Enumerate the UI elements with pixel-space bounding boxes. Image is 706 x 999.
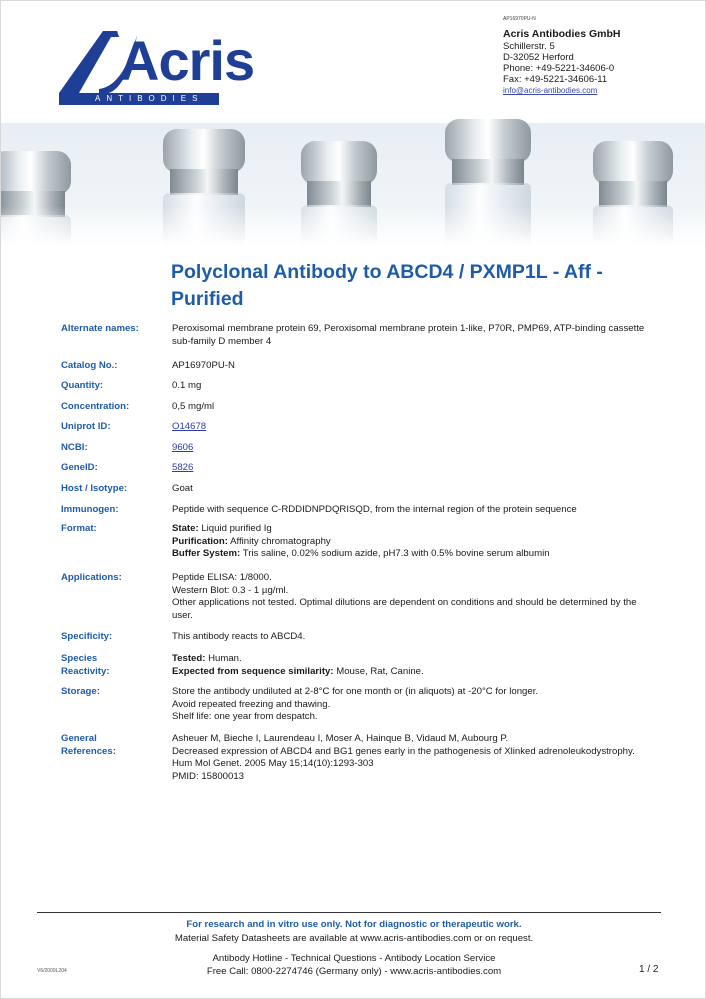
footer-msds-note: Material Safety Datasheets are available at www.acris-antibodies.com or on request.	[174, 933, 534, 944]
value-references	[172, 733, 657, 783]
company-phone: Phone: +49-5221-34606-0	[503, 63, 615, 74]
header-fade	[1, 206, 706, 246]
label-references	[61, 733, 167, 758]
species-tested-key: Tested:	[172, 653, 206, 664]
footer-divider	[37, 912, 661, 913]
company-street: Schillerstr. 5	[503, 41, 555, 52]
label-references-line-1: General	[61, 733, 97, 744]
label-geneid: GeneID:	[61, 462, 98, 473]
label-alternate-names: Alternate names:	[61, 323, 139, 334]
value-specificity: This antibody reacts to ABCD4.	[172, 631, 306, 642]
label-species-line-2: Reactivity:	[61, 665, 110, 677]
label-concentration: Concentration:	[61, 401, 130, 412]
references-line-2: Decreased expression of ABCD4 and BG1 genes early in the pathogenesis of Xlinked adrenoleukodystrophy.	[172, 745, 635, 757]
value-storage	[172, 686, 657, 724]
page-number: 1 / 2	[639, 964, 659, 975]
label-ncbi: NCBI:	[61, 442, 88, 453]
document-ref: AP16970PU-N	[503, 16, 536, 22]
storage-line-1: Store the antibody undiluted at 2-8°C for one month or (in aliquots) at -20°C for longer.	[172, 686, 539, 697]
value-alternate-names: Peroxisomal membrane protein 69, Peroxisomal membrane protein 1-like, P70R, PMP69, ATP-binding cassette sub-family D member 4	[172, 323, 645, 347]
label-references-line-2: References:	[61, 745, 116, 757]
label-catalog: Catalog No.:	[61, 360, 118, 371]
label-uniprot: Uniprot ID:	[61, 421, 111, 432]
label-species	[61, 653, 167, 678]
product-title: Polyclonal Antibody to ABCD4 / PXMP1L - Aff - Purified	[171, 261, 603, 310]
species-tested-value: Human.	[208, 653, 242, 664]
references-line-4: PMID: 15800013	[172, 770, 244, 782]
format-state-value: Liquid purified Ig	[201, 523, 272, 534]
label-quantity: Quantity:	[61, 380, 104, 391]
storage-line-3: Shelf life: one year from despatch.	[172, 711, 318, 722]
acris-logo	[59, 29, 255, 107]
format-buffer-key: Buffer System:	[172, 548, 241, 559]
value-quantity: 0.1 mg	[172, 380, 202, 391]
footer-freecall: Free Call: 0800-2274746 (Germany only) - www.acris-antibodies.com	[206, 966, 502, 977]
value-concentration: 0,5 mg/ml	[172, 401, 215, 412]
company-address	[503, 15, 620, 97]
format-buffer-value: Tris saline, 0.02% sodium azide, pH7.3 with 0.5% bovine serum albumin	[242, 548, 550, 559]
value-species	[172, 653, 657, 678]
format-state-key: State:	[172, 523, 199, 534]
label-host: Host / Isotype:	[61, 483, 128, 494]
applications-line-1: Peptide ELISA: 1/8000.	[172, 572, 272, 583]
company-city: D-32052 Herford	[503, 52, 574, 63]
ncbi-link[interactable]: 9606	[172, 442, 194, 453]
logo-subtitle: ANTIBODIES	[95, 94, 204, 103]
applications-line-3: Other applications not tested. Optimal dilutions are dependent on conditions and should be determined by the user.	[172, 597, 637, 621]
footer-hotline: Antibody Hotline - Technical Questions - Antibody Location Service	[212, 953, 496, 964]
value-immunogen: Peptide with sequence C-RDDIDNPDQRISQD, from the internal region of the protein sequence	[172, 504, 577, 515]
label-applications: Applications:	[61, 572, 122, 583]
label-specificity: Specificity:	[61, 631, 113, 642]
value-applications	[172, 572, 657, 622]
label-storage: Storage:	[61, 686, 100, 697]
company-email-link[interactable]: info@acris-antibodies.com	[503, 86, 598, 95]
species-expected-key: Expected from sequence similarity:	[172, 665, 334, 677]
format-purification-key: Purification:	[172, 535, 228, 547]
header-banner	[1, 1, 706, 246]
label-immunogen: Immunogen:	[61, 504, 119, 515]
value-format	[172, 523, 657, 561]
geneid-link[interactable]: 5826	[172, 462, 194, 473]
references-line-3: Hum Mol Genet. 2005 May 15;14(10):1293-303	[172, 758, 374, 769]
species-expected-value: Mouse, Rat, Canine.	[336, 665, 424, 677]
format-purification-value: Affinity chromatography	[230, 535, 331, 547]
references-line-1: Asheuer M, Bieche I, Laurendeau I, Moser A, Hainque B, Vidaud M, Aubourg P.	[172, 733, 509, 744]
footer-version: V6/2009L204	[37, 968, 67, 974]
label-species-line-1: Species	[61, 653, 98, 664]
company-name: Acris Antibodies GmbH	[503, 28, 621, 40]
logo-word: Acris	[119, 29, 255, 92]
applications-line-2: Western Blot: 0.3 - 1 µg/ml.	[172, 584, 289, 596]
company-fax: Fax: +49-5221-34606-11	[503, 74, 608, 85]
value-host: Goat	[172, 483, 193, 494]
uniprot-link[interactable]: O14678	[172, 421, 207, 432]
footer-research-notice: For research and in vitro use only. Not for diagnostic or therapeutic work.	[186, 919, 522, 930]
label-format: Format:	[61, 523, 97, 534]
value-catalog: AP16970PU-N	[172, 360, 235, 371]
storage-line-2: Avoid repeated freezing and thawing.	[172, 698, 331, 710]
